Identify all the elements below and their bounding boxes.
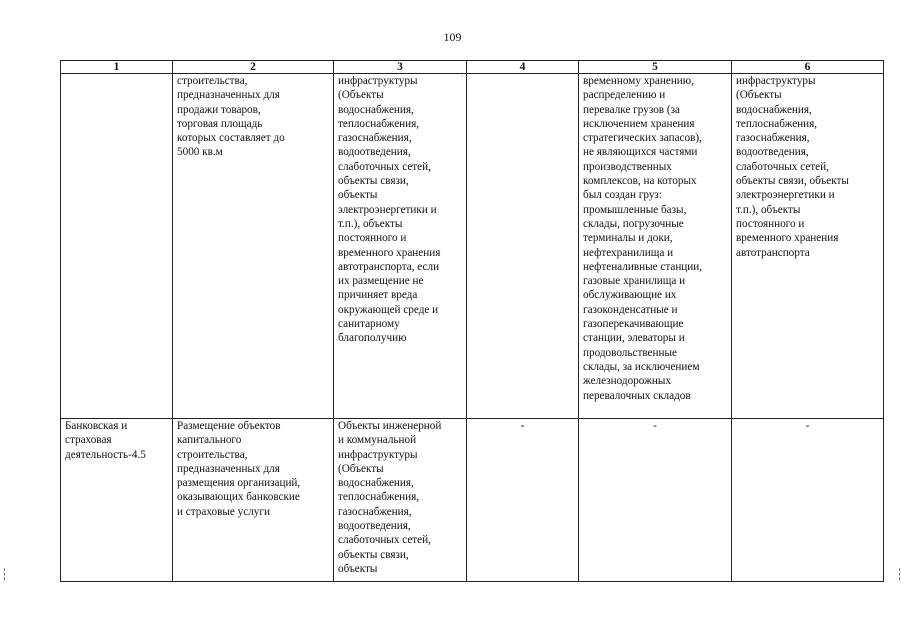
cell-text: инфраструктуры (Объекты водоснабжения, теплоснабжения, газоснабжения, водоотведения, слаботочных сетей, объекты связи, объекты электроэнергетики и т.п.), объекты постоянного и временного хранения автотранспорта, если их размещение не причиняет вреда окружающей среде и санитарному благополучию bbox=[338, 75, 441, 345]
table-cell bbox=[467, 74, 579, 419]
cell-text: Размещение объектов капитального строительства, предназначенных для размещения организаций, оказывающих банковские и страховые услуги bbox=[177, 420, 301, 518]
column-header-2: 2 bbox=[173, 61, 334, 74]
cell-text: - bbox=[520, 420, 525, 432]
scan-margin-mark bbox=[4, 568, 6, 580]
cell-text: строительства, предназначенных для продажи товаров, торговая площадь которых составляет до 5000 кв.м bbox=[177, 75, 285, 159]
column-header-3: 3 bbox=[334, 61, 467, 74]
cell-text: - bbox=[653, 420, 657, 432]
table-cell bbox=[61, 419, 173, 582]
table-cell bbox=[334, 74, 467, 419]
table-cell bbox=[579, 74, 732, 419]
table-cell bbox=[173, 74, 334, 419]
table-cell bbox=[61, 74, 173, 419]
cell-text: Банковская и страховая деятельность-4.5 bbox=[65, 420, 146, 461]
table-cell bbox=[579, 419, 732, 582]
document-table bbox=[60, 60, 884, 582]
cell-text: инфраструктуры (Объекты водоснабжения, теплоснабжения, газоснабжения, водоотведения, слаботочных сетей, объекты связи, объекты электроэнергетики и т.п.), объекты постоянного и временного хранения автотранспорта bbox=[736, 75, 849, 259]
cell-text: Объекты инженерной и коммунальной инфраструктуры (Объекты водоснабжения, теплоснабжения, газоснабжения, водоотведения, слаботочных сетей, объекты связи, объекты bbox=[338, 420, 442, 575]
table-cell bbox=[334, 419, 467, 582]
column-header-6: 6 bbox=[732, 61, 884, 74]
table-row bbox=[61, 74, 884, 419]
table-cell bbox=[732, 419, 884, 582]
column-header-4: 4 bbox=[467, 61, 579, 74]
table-cell bbox=[732, 74, 884, 419]
scan-speck: ˋ bbox=[461, 74, 464, 83]
scan-margin-mark bbox=[899, 568, 901, 580]
page-number: 109 bbox=[443, 30, 462, 44]
table-row bbox=[61, 419, 884, 582]
column-header-5: 5 bbox=[579, 61, 732, 74]
cell-text: временному хранению, распределению и перевалке грузов (за исключением хранения стратегических запасов), не являющихся частями производственных комплексов, на которых был создан груз: промышленные базы, склады, погрузочные терминалы и доки, нефтехранилища и нефтеналивные станции, газовые хранилища и обслуживающие их газоконденсатные и газоперекачивающие станции, элеваторы и продовольственные склады, за исключением железнодорожных перевалочных складов bbox=[583, 75, 703, 402]
table-cell bbox=[467, 419, 579, 582]
column-header-1: 1 bbox=[61, 61, 173, 74]
cell-text: - bbox=[805, 420, 810, 432]
table-cell bbox=[173, 419, 334, 582]
header-row bbox=[61, 61, 884, 74]
